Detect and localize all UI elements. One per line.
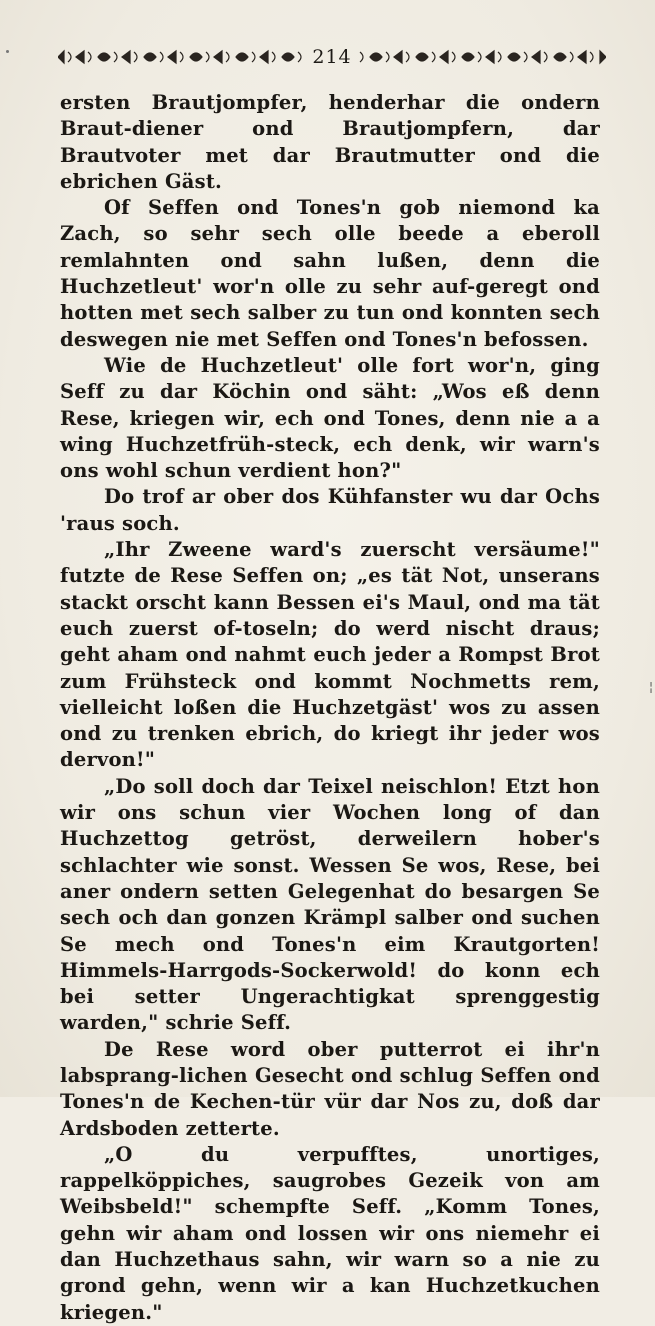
paragraph-3: Wie de Huchzetleut' olle fort wor'n, ging Seff zu dar Köchin ond säht: „Wos eß denn Rese, kriegen wir, ech ond Tones, denn nie a a wing Huchzetfrüh-steck, ech denk, wir warn's ons wohl schun verdient hon?" (60, 353, 600, 483)
paragraph-8: „O du verpufftes, unortiges, rappelköppiches, saugrobes Gezeik von am Weibsbeld!" schempfte Seff. „Komm Tones, gehn wir aham ond lossen wir ons niemehr ei dan Huchzethaus sahn, wir warn so a nie zu grond gehn, wenn wir a kan Huchzetkuchen kriegen." (60, 1142, 600, 1324)
page-number: 214 (312, 46, 352, 68)
body-text (60, 90, 600, 1326)
paragraph-2: Of Seffen ond Tones'n gob niemond ka Zach, so sehr sech olle beede a eberoll remlahnten ond sahn lußen, denn die Huchzetleut' wor'n olle zu sehr auf-geregt ond hotten met sech salber zu tun ond konnten sech deswegen nie met Seffen ond Tones'n befossen. (60, 196, 600, 351)
paragraph-1: ersten Brautjompfer, henderhar die ondern Braut-diener ond Brautjompfern, dar Brautvoter met dar Brautmutter ond die ebrichen Gäst. (60, 91, 600, 193)
left-ornament-border (58, 49, 308, 65)
paragraph-4: Do trof ar ober dos Kühfanster wu dar Ochs 'raus soch. (60, 485, 600, 535)
margin-mark: ¦ (649, 680, 654, 694)
page-header (58, 44, 606, 70)
paper-speck (6, 50, 9, 53)
paragraph-5: „Ihr Zweene ward's zuerscht versäume!" futzte de Rese Seffen on; „es tät Not, unserans stackt orscht kann Bessen ei's Maul, ond ma tät euch zuerst of-toseln; do werd nischt draus; geht aham ond nahmt euch jeder a Rompst Brot zum Frühsteck ond kommt Nochmetts rem, vielleicht loßen die Huchzetgäst' wos zu assen ond zu trenken ebrich, do kriegt ihr jeder wos dervon!" (60, 538, 600, 772)
right-ornament-border (356, 49, 606, 65)
paragraph-6: „Do soll doch dar Teixel neischlon! Etzt hon wir ons schun vier Wochen long of dan Huchzettog getröst, derweilern hober's schlachter wie sonst. Wessen Se wos, Rese, bei aner ondern setten Gelegenhat do besargen Se sech och dan gonzen Krämpl salber ond suchen Se mech ond Tones'n eim Krautgorten! Himmels-Harrgods-Sockerwold! do konn ech bei setter Ungerachtigkat sprenggestig warden," schrie Seff. (60, 774, 600, 1035)
paragraph-7: De Rese word ober putterrot ei ihr'n labsprang-lichen Gesecht ond schlug Seffen ond Tones'n de Kechen-tür vür dar Nos zu, doß dar Ardsboden zetterte. (60, 1037, 600, 1140)
